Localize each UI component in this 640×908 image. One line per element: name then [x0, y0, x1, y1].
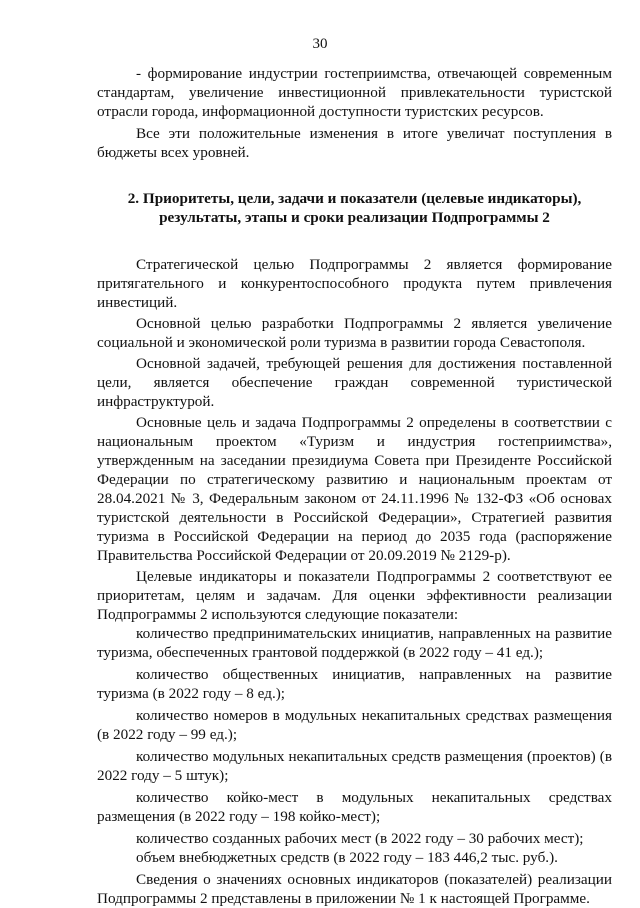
- indicator-item: количество койко-мест в модульных некапитальных средствах размещения (в 2022 году – 198 койко-мест);: [97, 789, 612, 825]
- paragraph-main-task: Основной задачей, требующей решения для достижения поставленной цели, является обеспечение граждан современной туристической инфраструктурой.: [97, 355, 612, 410]
- paragraph-legal-basis: Основные цель и задача Подпрограммы 2 определены в соответствии с национальным проектом «Туризм и индустрия гостеприимства», утвержденным на заседании президиума Совета при Президенте Российской Федерации по стратегическому развитию и национальным проектам от 28.04.2021 № 3, Федеральным законом от 24.11.1996 № 132-ФЗ «Об основах туристской деятельности в Российской Федерации», Стратегией развития туризма в Российской Федерации на период до 2035 года (распоряжение Правительства Российской Федерации от 20.09.2019 № 2129-р).: [97, 414, 612, 564]
- indicator-item: количество общественных инициатив, направленных на развитие туризма (в 2022 году – 8 ед.);: [97, 666, 612, 702]
- paragraph-budget: Все эти положительные изменения в итоге увеличат поступления в бюджеты всех уровней.: [97, 125, 612, 161]
- section-heading-line-2: результаты, этапы и сроки реализации Подпрограммы 2: [159, 209, 550, 226]
- paragraph-strategic-goal: Стратегической целью Подпрограммы 2 является формирование притягательного и конкурентоспособного продукта путем привлечения инвестиций.: [97, 256, 612, 311]
- paragraph-industry: - формирование индустрии гостеприимства, отвечающей современным стандартам, увеличение инвестиционной привлекательности туристской отрасли города, информационной доступности туристских ресурсов.: [97, 65, 612, 120]
- indicator-item: количество модульных некапитальных средств размещения (проектов) (в 2022 году – 5 штук);: [97, 748, 612, 784]
- paragraph-closing: Сведения о значениях основных индикаторов (показателей) реализации Подпрограммы 2 представлены в приложении № 1 к настоящей Программе.: [97, 871, 612, 907]
- page-number: 30: [312, 36, 328, 52]
- indicator-item: количество предпринимательских инициатив, направленных на развитие туризма, обеспеченных грантовой поддержкой (в 2022 году – 41 ед.);: [97, 625, 612, 661]
- paragraph-indicators-intro: Целевые индикаторы и показатели Подпрограммы 2 соответствуют ее приоритетам, целям и задачам. Для оценки эффективности реализации Подпрограммы 2 используются следующие показатели:: [97, 568, 612, 623]
- page-body: [97, 64, 612, 908]
- section-heading-line-1: 2. Приоритеты, цели, задачи и показатели (целевые индикаторы),: [127, 190, 582, 207]
- indicator-item: объем внебюджетных средств (в 2022 году – 183 446,2 тыс. руб.).: [136, 849, 558, 866]
- indicator-item: количество созданных рабочих мест (в 2022 году – 30 рабочих мест);: [136, 830, 584, 847]
- indicator-item: количество номеров в модульных некапитальных средствах размещения (в 2022 году – 99 ед.);: [97, 707, 612, 743]
- paragraph-main-goal: Основной целью разработки Подпрограммы 2 является увеличение социальной и экономической роли туризма в развитии города Севастополя.: [97, 315, 612, 351]
- section-heading: [97, 189, 612, 227]
